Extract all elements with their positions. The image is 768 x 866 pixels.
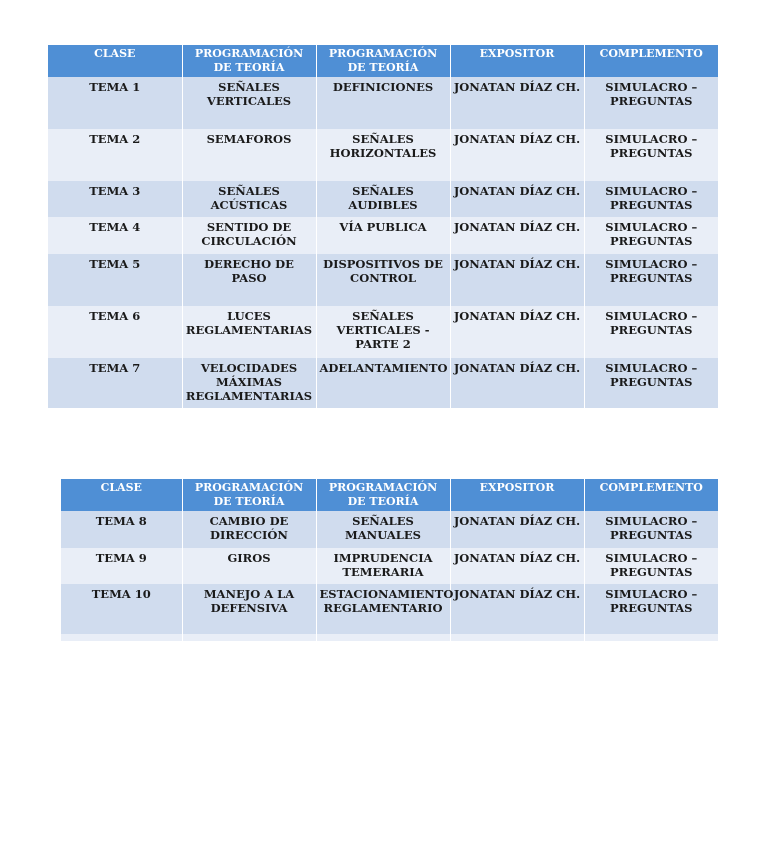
cell-teoria-1: MANEJO A LA DEFENSIVA: [182, 584, 316, 634]
cell-clase: TEMA 1: [48, 77, 182, 129]
filler-cell: [182, 634, 316, 641]
cell-expositor: JONATAN DÍAZ CH.: [450, 254, 584, 306]
cell-clase: TEMA 2: [48, 129, 182, 181]
cell-complemento: SIMULACRO – PREGUNTAS: [584, 181, 718, 217]
table-row: [61, 584, 718, 634]
table-row: [48, 306, 718, 358]
filler-cell: [316, 634, 450, 641]
cell-clase: TEMA 5: [48, 254, 182, 306]
cell-expositor: JONATAN DÍAZ CH.: [450, 584, 584, 634]
table-row: [48, 217, 718, 254]
cell-teoria-2: IMPRUDENCIA TEMERARIA: [316, 548, 450, 584]
header-clase: CLASE: [48, 45, 182, 77]
header-row: [61, 479, 718, 511]
cell-clase: TEMA 8: [61, 511, 182, 548]
table-row: [61, 511, 718, 548]
cell-complemento: SIMULACRO – PREGUNTAS: [584, 77, 718, 129]
table-row: [48, 358, 718, 408]
cell-complemento: SIMULACRO – PREGUNTAS: [584, 511, 718, 548]
header-complemento: COMPLEMENTO: [584, 45, 718, 77]
cell-teoria-2: DISPOSITIVOS DE CONTROL: [316, 254, 450, 306]
header-expositor: EXPOSITOR: [450, 45, 584, 77]
cell-teoria-1: DERECHO DE PASO: [182, 254, 316, 306]
header-expositor: EXPOSITOR: [450, 479, 584, 511]
table-row: [48, 129, 718, 181]
table-row: [61, 548, 718, 584]
cell-teoria-1: SENTIDO DE CIRCULACIÓN: [182, 217, 316, 254]
cell-complemento: SIMULACRO – PREGUNTAS: [584, 306, 718, 358]
table-row-filler: [61, 634, 718, 641]
cell-clase: TEMA 10: [61, 584, 182, 634]
cell-teoria-1: LUCES REGLAMENTARIAS: [182, 306, 316, 358]
cell-clase: TEMA 3: [48, 181, 182, 217]
cell-teoria-2: DEFINICIONES: [316, 77, 450, 129]
cell-teoria-2: ESTACIONAMIENTO REGLAMENTARIO: [316, 584, 450, 634]
cell-complemento: SIMULACRO – PREGUNTAS: [584, 217, 718, 254]
cell-expositor: JONATAN DÍAZ CH.: [450, 129, 584, 181]
table-row: [48, 254, 718, 306]
filler-cell: [584, 634, 718, 641]
cell-expositor: JONATAN DÍAZ CH.: [450, 217, 584, 254]
schedule-table-1: [48, 45, 718, 408]
cell-teoria-1: CAMBIO DE DIRECCIÓN: [182, 511, 316, 548]
cell-clase: TEMA 9: [61, 548, 182, 584]
header-programacion-teoria-1: PROGRAMACIÓN DE TEORÍA: [182, 479, 316, 511]
cell-teoria-1: SEÑALES VERTICALES: [182, 77, 316, 129]
table-row: [48, 181, 718, 217]
cell-teoria-1: SEMAFOROS: [182, 129, 316, 181]
cell-complemento: SIMULACRO – PREGUNTAS: [584, 254, 718, 306]
header-programacion-teoria-2: PROGRAMACIÓN DE TEORÍA: [316, 479, 450, 511]
header-complemento: COMPLEMENTO: [584, 479, 718, 511]
cell-teoria-2: SEÑALES AUDIBLES: [316, 181, 450, 217]
cell-teoria-1: GIROS: [182, 548, 316, 584]
header-row: [48, 45, 718, 77]
cell-complemento: SIMULACRO – PREGUNTAS: [584, 584, 718, 634]
cell-expositor: JONATAN DÍAZ CH.: [450, 358, 584, 408]
cell-clase: TEMA 4: [48, 217, 182, 254]
filler-cell: [61, 634, 182, 641]
table-row: [48, 77, 718, 129]
cell-teoria-1: VELOCIDADES MÁXIMAS REGLAMENTARIAS: [182, 358, 316, 408]
cell-teoria-2: SEÑALES MANUALES: [316, 511, 450, 548]
cell-clase: TEMA 6: [48, 306, 182, 358]
cell-teoria-2: SEÑALES VERTICALES -PARTE 2: [316, 306, 450, 358]
header-programacion-teoria-1: PROGRAMACIÓN DE TEORÍA: [182, 45, 316, 77]
filler-cell: [450, 634, 584, 641]
cell-expositor: JONATAN DÍAZ CH.: [450, 511, 584, 548]
cell-teoria-1: SEÑALES ACÚSTICAS: [182, 181, 316, 217]
cell-complemento: SIMULACRO – PREGUNTAS: [584, 129, 718, 181]
header-clase: CLASE: [61, 479, 182, 511]
cell-complemento: SIMULACRO – PREGUNTAS: [584, 548, 718, 584]
cell-expositor: JONATAN DÍAZ CH.: [450, 306, 584, 358]
header-programacion-teoria-2: PROGRAMACIÓN DE TEORÍA: [316, 45, 450, 77]
cell-clase: TEMA 7: [48, 358, 182, 408]
cell-expositor: JONATAN DÍAZ CH.: [450, 548, 584, 584]
cell-teoria-2: SEÑALES HORIZONTALES: [316, 129, 450, 181]
cell-expositor: JONATAN DÍAZ CH.: [450, 77, 584, 129]
cell-teoria-2: VÍA PUBLICA: [316, 217, 450, 254]
schedule-table-2: [61, 479, 718, 641]
cell-teoria-2: ADELANTAMIENTO: [316, 358, 450, 408]
cell-expositor: JONATAN DÍAZ CH.: [450, 181, 584, 217]
cell-complemento: SIMULACRO – PREGUNTAS: [584, 358, 718, 408]
